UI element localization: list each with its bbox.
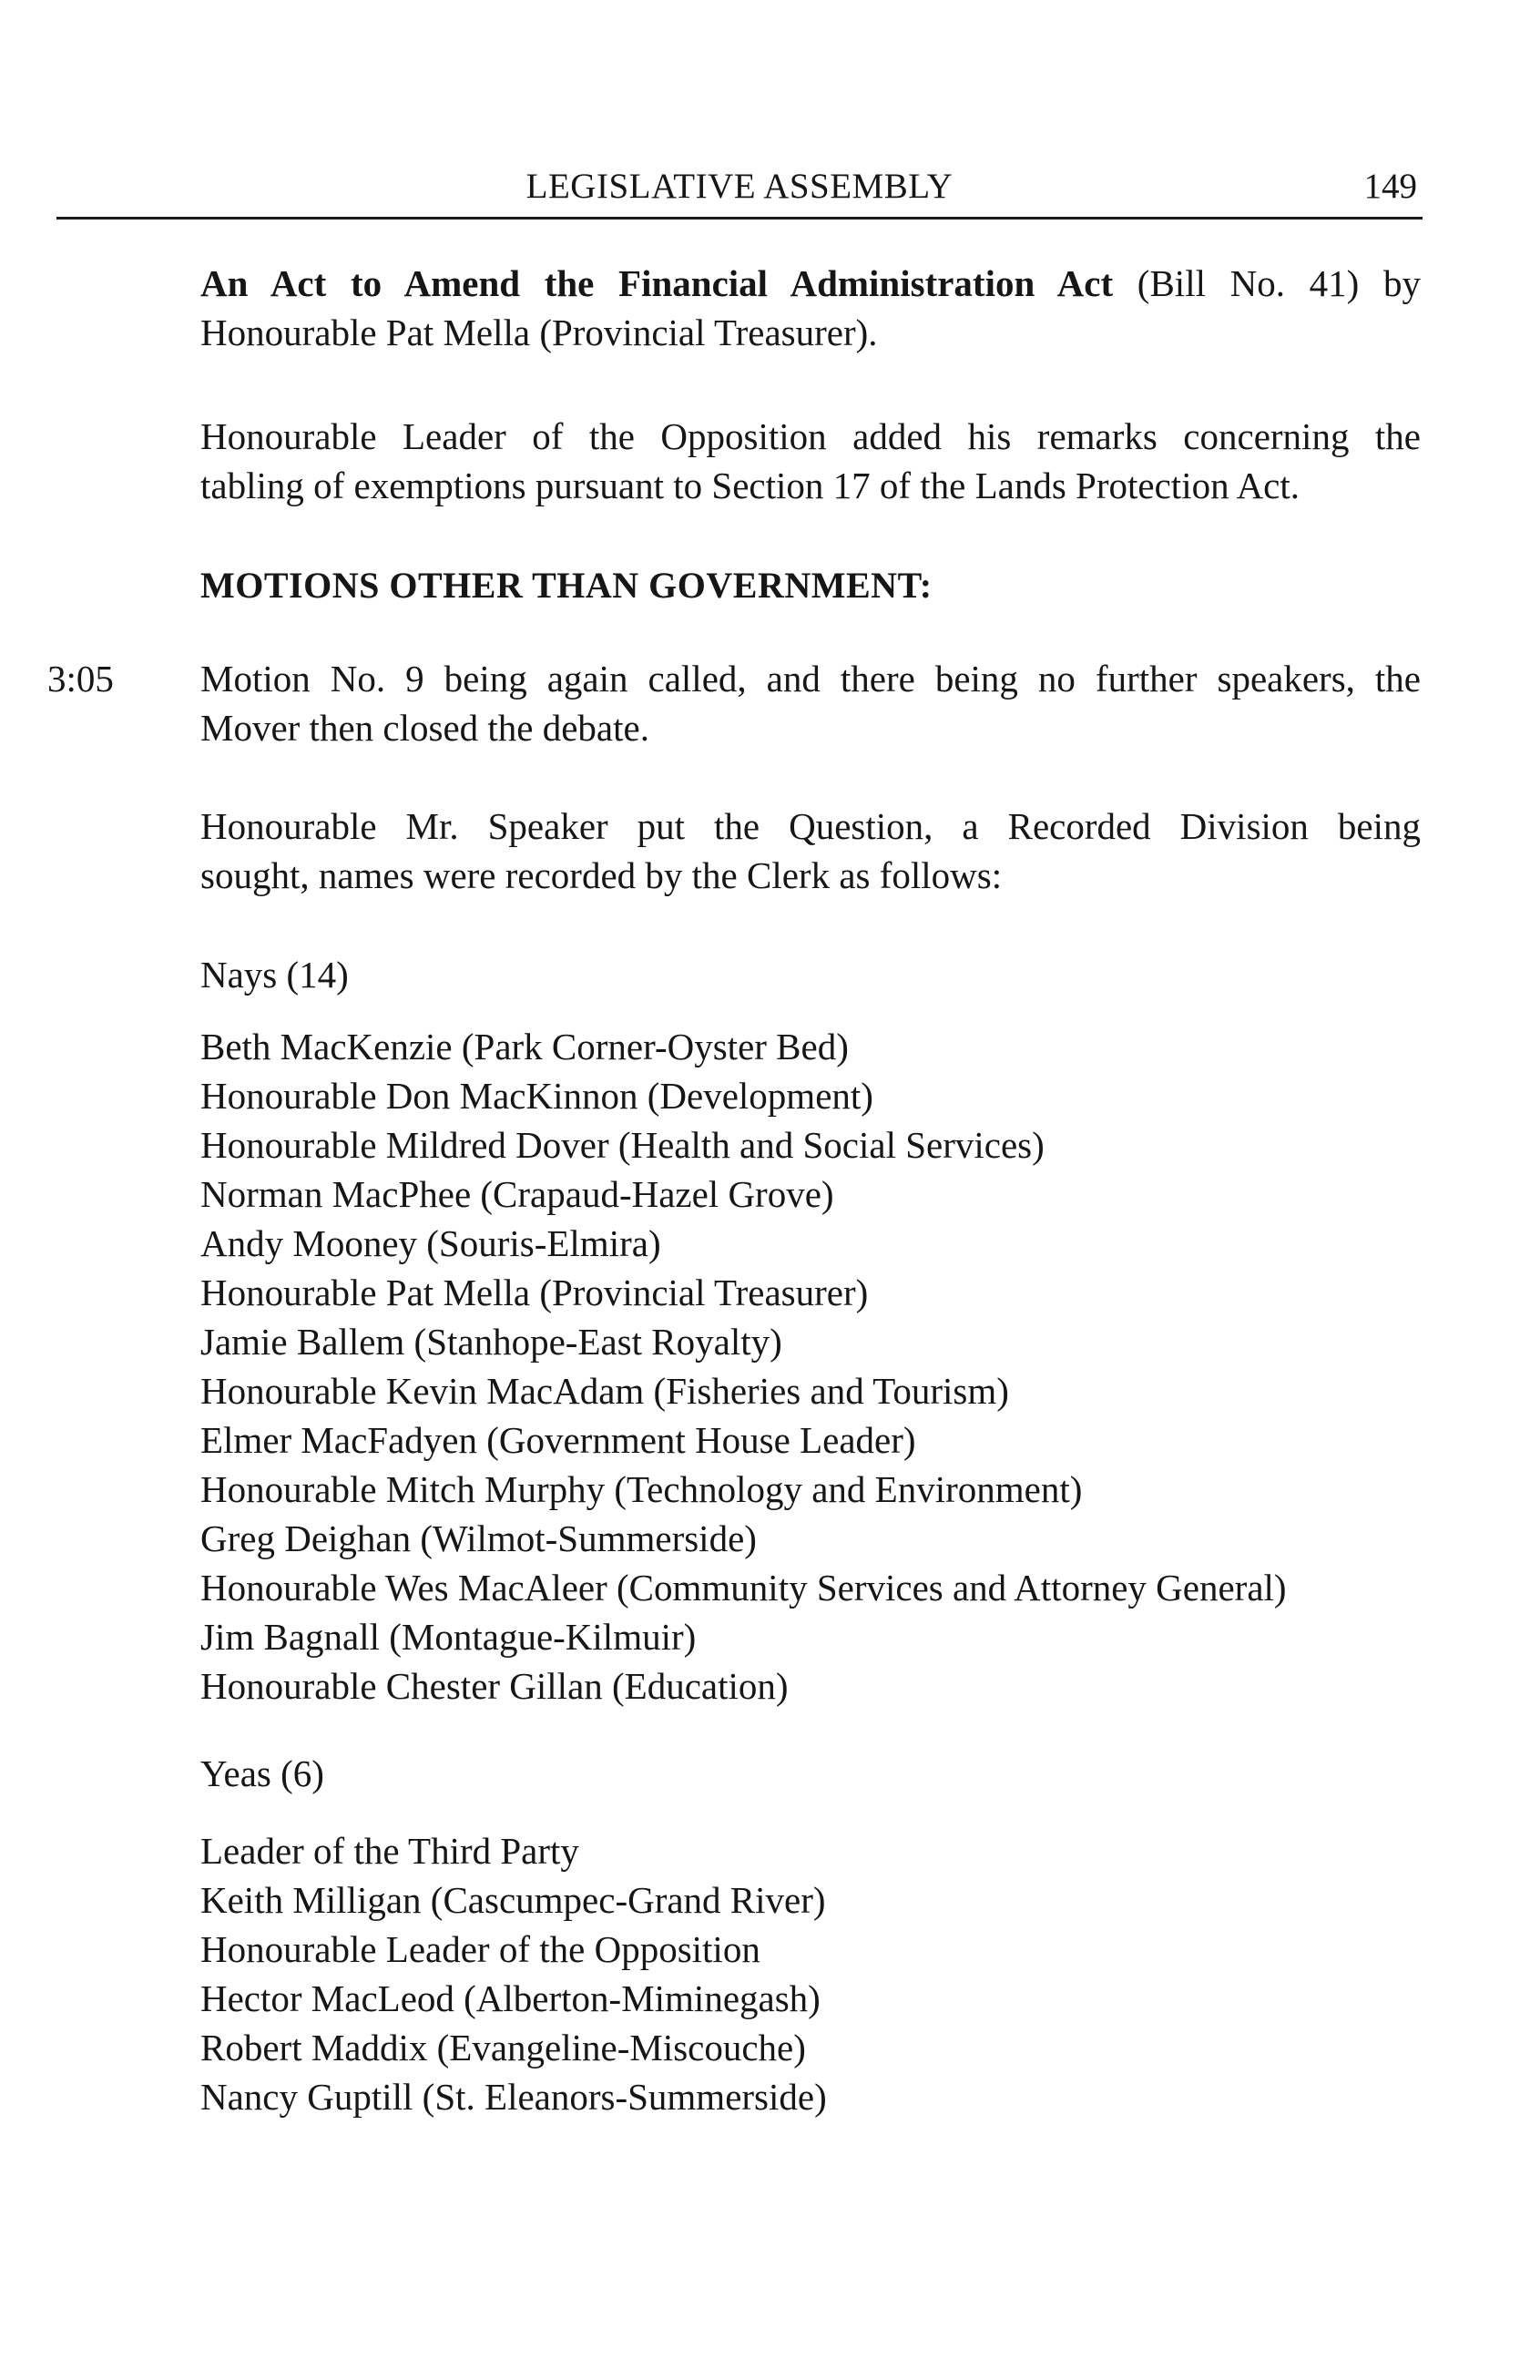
question-paragraph bbox=[200, 802, 1421, 900]
yeas-heading: Yeas (6) bbox=[200, 1752, 324, 1794]
yeas-list bbox=[200, 1826, 1421, 2121]
header-title: LEGISLATIVE ASSEMBLY bbox=[525, 167, 954, 206]
member-name: Honourable Kevin MacAdam (Fisheries and Tourism) bbox=[200, 1370, 1009, 1412]
member-name: Honourable Chester Gillan (Education) bbox=[200, 1665, 789, 1707]
page-header bbox=[56, 162, 1423, 220]
member-name: Jamie Ballem (Stanhope-East Royalty) bbox=[200, 1321, 782, 1363]
bill-title: An Act to Amend the Financial Administration Act bbox=[200, 262, 1114, 304]
member-name: Greg Deighan (Wilmot-Summerside) bbox=[200, 1517, 757, 1559]
member-name: Leader of the Third Party bbox=[200, 1830, 579, 1872]
member-name: Hector MacLeod (Alberton-Miminegash) bbox=[200, 1977, 821, 2019]
member-name: Honourable Don MacKinnon (Development) bbox=[200, 1075, 873, 1117]
remarks-paragraph bbox=[200, 412, 1421, 510]
member-name: Norman MacPhee (Crapaud-Hazel Grove) bbox=[200, 1173, 834, 1215]
section-heading: MOTIONS OTHER THAN GOVERNMENT: bbox=[200, 565, 933, 606]
question-line-2: sought, names were recorded by the Clerk as follows: bbox=[200, 854, 1003, 896]
member-name: Honourable Wes MacAleer (Community Services and Attorney General) bbox=[200, 1567, 1287, 1609]
motion-time: 3:05 bbox=[47, 658, 114, 700]
page-number: 149 bbox=[1363, 167, 1417, 206]
remarks-line-2: tabling of exemptions pursuant to Section 17 of the Lands Protection Act. bbox=[200, 465, 1300, 506]
member-name: Beth MacKenzie (Park Corner-Oyster Bed) bbox=[200, 1026, 849, 1067]
remarks-line-1: Honourable Leader of the Opposition added his remarks concerning the bbox=[200, 415, 1421, 457]
nays-list bbox=[200, 1022, 1421, 1711]
bill-paragraph bbox=[200, 259, 1421, 357]
member-name: Robert Maddix (Evangeline-Miscouche) bbox=[200, 2027, 806, 2068]
motion-paragraph bbox=[200, 654, 1421, 752]
member-name: Nancy Guptill (St. Eleanors-Summerside) bbox=[200, 2076, 827, 2118]
member-name: Elmer MacFadyen (Government House Leader) bbox=[200, 1419, 916, 1461]
motion-line-2: Mover then closed the debate. bbox=[200, 707, 649, 749]
bill-line-1 bbox=[200, 259, 1421, 308]
member-name: Keith Milligan (Cascumpec-Grand River) bbox=[200, 1879, 826, 1921]
yeas-section bbox=[200, 1826, 1421, 2121]
question-line-1: Honourable Mr. Speaker put the Question, a Recorded Division being bbox=[200, 805, 1421, 847]
member-name: Andy Mooney (Souris-Elmira) bbox=[200, 1222, 661, 1264]
member-name: Jim Bagnall (Montague-Kilmuir) bbox=[200, 1616, 697, 1658]
member-name: Honourable Mildred Dover (Health and Social Services) bbox=[200, 1124, 1045, 1166]
member-name: Honourable Mitch Murphy (Technology and Environment) bbox=[200, 1468, 1083, 1510]
nays-heading: Nays (14) bbox=[200, 954, 349, 996]
bill-number-text: (Bill No. 41) by bbox=[1113, 262, 1421, 304]
member-name: Honourable Pat Mella (Provincial Treasurer) bbox=[200, 1272, 869, 1313]
bill-line-2: Honourable Pat Mella (Provincial Treasurer). bbox=[200, 312, 878, 353]
member-name: Honourable Leader of the Opposition bbox=[200, 1928, 760, 1970]
nays-section bbox=[200, 1022, 1421, 1711]
motion-line-1: Motion No. 9 being again called, and there being no further speakers, the bbox=[200, 658, 1421, 700]
